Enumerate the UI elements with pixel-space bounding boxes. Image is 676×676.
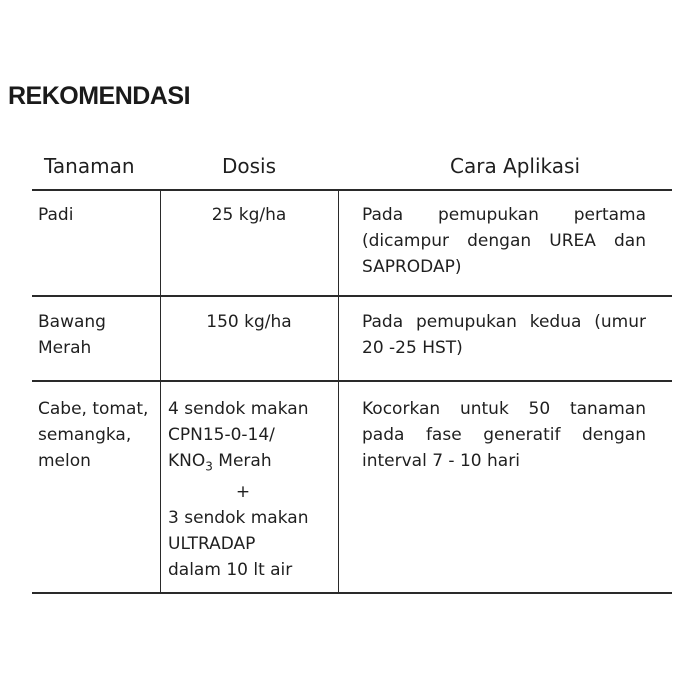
kno-subscript: 3 [205,459,213,474]
row3-application: Kocorkan untuk 50 tanaman pada fase generatif dengan interval 7 - 10 hari [362,399,646,471]
kno-text: KNO [168,451,206,471]
header-dose: Dosis [222,154,277,178]
header-divider [32,189,672,191]
plus-sign: + [235,482,251,503]
row3-dose-line4: 3 sendok makan [168,508,309,529]
row3-dose-line1: 4 sendok makan [168,399,309,419]
row3-plant [38,396,162,474]
row1-dose: 25 kg/ha [211,205,287,225]
row1-application: Pada pemupukan pertama (dicampur dengan UREA dan SAPRODAP) [362,205,646,277]
row3-dose [168,396,338,583]
row3-plant-line1: Cabe, tomat, [38,399,149,419]
kno-suffix: Merah [212,451,272,471]
row2-plant-line2: Merah [38,338,92,358]
header-application: Cara Aplikasi [450,154,581,178]
row2-plant [38,309,162,361]
table-bottom-border [32,592,672,594]
column-divider-1 [160,190,161,593]
column-divider-2 [338,190,339,593]
recommendation-table [32,142,676,594]
row3-plant-line2: semangka, [38,425,132,445]
row-divider-2 [32,380,672,382]
row2-application: Pada pemupukan kedua (umur 20 -25 HST) [362,312,646,358]
header-plant: Tanaman [44,154,135,178]
row3-dose-line2: CPN15-0-14/ [168,425,275,445]
row3-dose-line6: dalam 10 lt air [168,560,293,581]
row3-dose-line3 [168,448,338,479]
row-divider-1 [32,295,672,297]
row2-plant-line1: Bawang [38,312,106,332]
row1-plant: Padi [38,205,74,225]
page-title: REKOMENDASI [8,82,191,110]
row3-plant-line3: melon [38,451,91,471]
row2-dose: 150 kg/ha [206,312,292,332]
row3-dose-line5: ULTRADAP [168,534,256,555]
